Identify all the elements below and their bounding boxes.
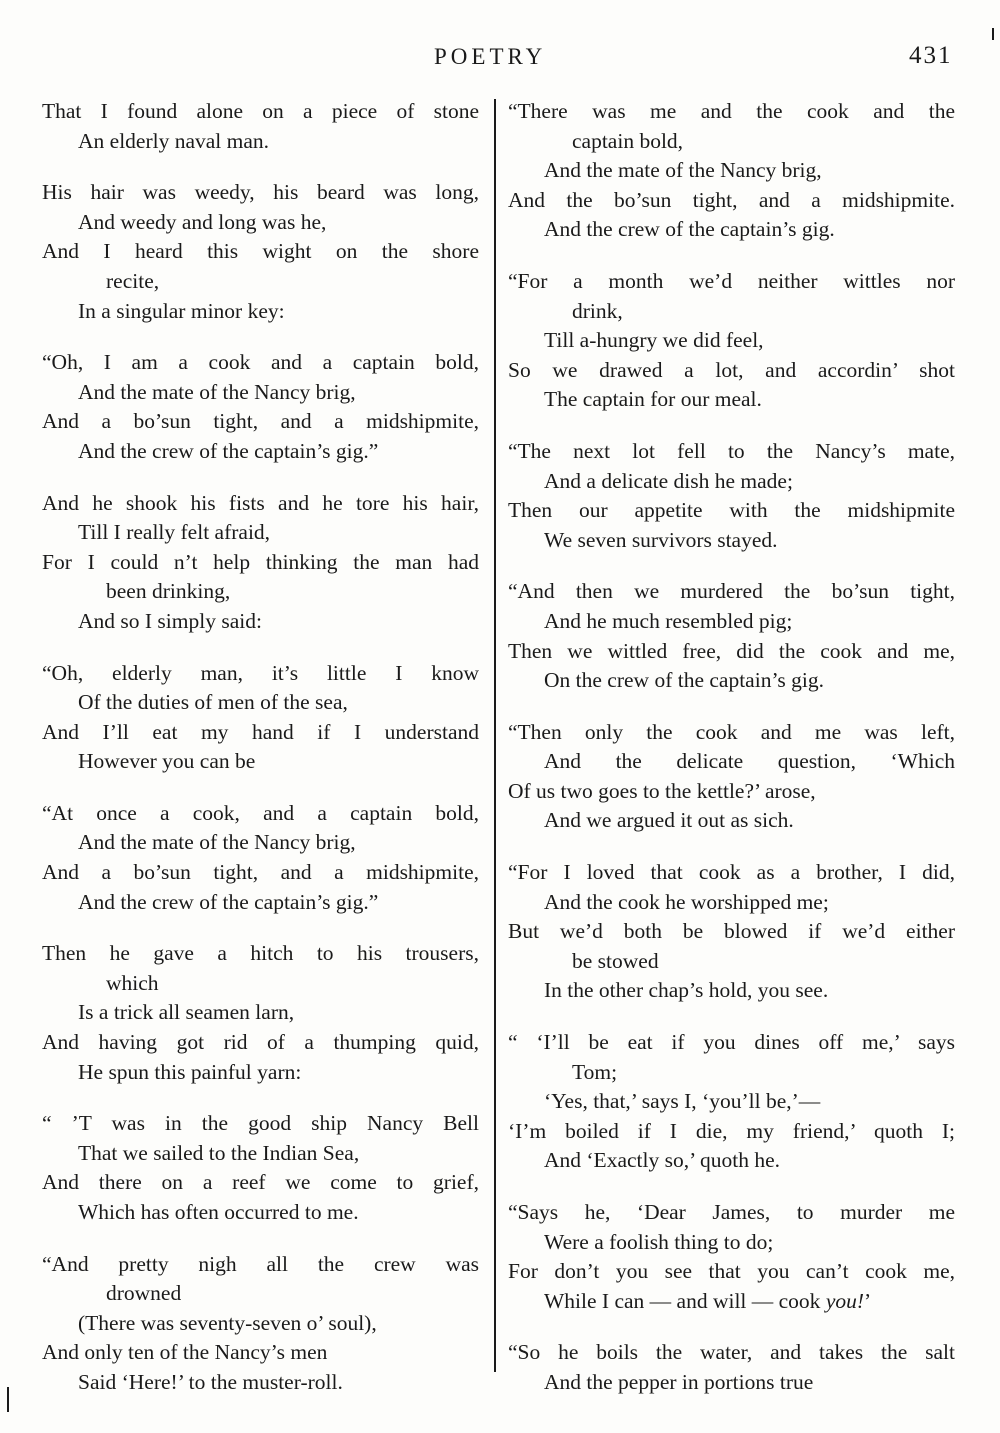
page-title: POETRY <box>434 44 547 69</box>
poem-line: “For I loved that cook as a brother, I did, <box>508 860 955 885</box>
poem-line: Then he gave a hitch to his trousers, <box>42 941 479 966</box>
stray-ink-mark-top-right <box>992 28 994 40</box>
poem-line: That I found alone on a piece of stone <box>42 99 479 123</box>
stanza <box>508 1198 955 1316</box>
poem-line: “Oh, I am a cook and a captain bold, <box>42 350 479 375</box>
stanza <box>508 577 955 695</box>
poem-line: Said ‘Here!’ to the muster-roll. <box>78 1369 343 1394</box>
poem-line: And the crew of the captain’s gig.” <box>78 889 379 914</box>
poem-line: That we sailed to the Indian Sea, <box>78 1140 360 1165</box>
poem-line: And a delicate dish he made; <box>544 468 793 493</box>
poem-line: And the mate of the Nancy brig, <box>544 158 822 183</box>
poem-line: “ ‘I’ll be eat if you dines off me,’ says <box>508 1030 955 1055</box>
poem-line: been drinking, <box>106 579 231 604</box>
stanza <box>508 858 955 1006</box>
stanza <box>42 939 479 1087</box>
poem-line: “And pretty nigh all the crew was <box>42 1251 479 1276</box>
poem-line: In the other chap’s hold, you see. <box>544 978 829 1003</box>
stanza <box>42 178 479 326</box>
poem-line: Of the duties of men of the sea, <box>78 690 348 715</box>
poem-line: And I heard this wight on the shore <box>42 239 479 264</box>
poem-line: And I’ll eat my hand if I understand <box>42 719 479 744</box>
poem-line: And a bo’sun tight, and a midshipmite, <box>42 860 479 885</box>
poem-line: And the pepper in portions true <box>544 1369 814 1394</box>
stanza <box>42 1250 479 1398</box>
poem-line: However you can be <box>78 749 256 774</box>
poem-line: In a singular minor key: <box>78 298 285 323</box>
poem-line: And the crew of the captain’s gig.” <box>78 438 379 463</box>
poem-line: And weedy and long was he, <box>78 209 327 234</box>
poem-line: Of us two goes to the kettle?’ arose, <box>508 778 816 803</box>
poem-line: “There was me and the cook and the <box>508 99 955 123</box>
stanza <box>42 97 479 156</box>
poem-line: And the mate of the Nancy brig, <box>78 379 356 404</box>
poem-line: We seven survivors stayed. <box>544 527 778 552</box>
stanza <box>508 267 955 415</box>
poem-line: And ‘Exactly so,’ quoth he. <box>544 1148 781 1173</box>
poem-line: On the crew of the captain’s gig. <box>544 668 825 693</box>
page-number: 431 <box>909 42 953 69</box>
poem-line: Is a trick all seamen larn, <box>78 1000 295 1025</box>
stanza <box>42 489 479 637</box>
poem-line: be stowed <box>572 948 659 973</box>
poem-line: For don’t you see that you can’t cook me, <box>508 1259 955 1284</box>
poem-line: The captain for our meal. <box>544 387 762 412</box>
poem-line: And the crew of the captain’s gig. <box>544 217 835 242</box>
poem-line: And he shook his fists and he tore his hair, <box>42 490 479 515</box>
stanza <box>508 718 955 836</box>
poem-line: Till a-hungry we did feel, <box>544 328 764 353</box>
column-divider-rule <box>494 99 496 1372</box>
stanza <box>508 1028 955 1176</box>
poem-line: For I could n’t help thinking the man had <box>42 549 479 574</box>
poem-line: “At once a cook, and a captain bold, <box>42 800 479 825</box>
stanza <box>508 97 955 245</box>
poem-line: And the bo’sun tight, and a midshipmite. <box>508 187 955 212</box>
stray-ink-mark-bottom-left <box>7 1387 9 1412</box>
stanza <box>508 1338 955 1397</box>
poem-line: And only ten of the Nancy’s men <box>42 1340 328 1365</box>
poem-line: And a bo’sun tight, and a midshipmite, <box>42 409 479 434</box>
poem-line: And he much resembled pig; <box>544 608 793 633</box>
poem-line: captain bold, <box>572 128 684 153</box>
poem-line: Then our appetite with the midshipmite <box>508 498 955 523</box>
poem-line: And we argued it out as sich. <box>544 808 794 833</box>
poem-line: recite, <box>106 268 160 293</box>
poem-line: Which has often occurred to me. <box>78 1200 359 1224</box>
poem-line: “So he boils the water, and takes the salt <box>508 1340 955 1365</box>
poem-line: Then we wittled free, did the cook and me, <box>508 638 955 663</box>
poem-line: drowned <box>106 1281 182 1306</box>
poem-line: And the delicate question, ‘Which <box>544 749 955 774</box>
poem-line: ‘I’m boiled if I die, my friend,’ quoth I; <box>508 1118 955 1143</box>
poem-line: An elderly naval man. <box>78 128 270 153</box>
poem-line: Were a foolish thing to do; <box>544 1229 774 1254</box>
poem-line: But we’d both be blowed if we’d either <box>508 919 955 944</box>
stanza <box>42 799 479 917</box>
stanza <box>42 659 479 777</box>
poem-line: Tom; <box>572 1059 618 1084</box>
poem-line: which <box>106 970 159 995</box>
poem-line: “Oh, elderly man, it’s little I know <box>42 660 479 685</box>
poem-line: Till I really felt afraid, <box>78 520 271 545</box>
poem-line: And the cook he worshipped me; <box>544 889 829 914</box>
poem-line: (There was seventy-seven o’ soul), <box>78 1310 377 1335</box>
poem-line: So we drawed a lot, and accordin’ shot <box>508 357 955 382</box>
poem-line: “And then we murdered the bo’sun tight, <box>508 579 955 604</box>
poem-line: “For a month we’d neither wittles nor <box>508 268 955 293</box>
poem-line: drink, <box>572 298 623 323</box>
poem-line: And so I simply said: <box>78 608 262 633</box>
poem-line: ‘Yes, that,’ says I, ‘you’ll be,’— <box>544 1089 821 1114</box>
poem-line: “ ’T was in the good ship Nancy Bell <box>42 1111 479 1136</box>
poem-column-left <box>42 97 479 1420</box>
poem-line: While I can — and will — cook you!’ <box>544 1288 872 1313</box>
poem-line: And the mate of the Nancy brig, <box>78 830 356 855</box>
poem-line: And there on a reef we come to grief, <box>42 1170 479 1195</box>
poem-line: He spun this painful yarn: <box>78 1059 302 1084</box>
poem-line: “Says he, ‘Dear James, to murder me <box>508 1200 955 1224</box>
stanza <box>42 348 479 466</box>
poem-column-right <box>508 97 955 1420</box>
poem-line: And having got rid of a thumping quid, <box>42 1030 479 1055</box>
poem-line: “The next lot fell to the Nancy’s mate, <box>508 438 955 463</box>
poem-line: “Then only the cook and me was left, <box>508 719 955 744</box>
stanza <box>42 1109 479 1227</box>
stanza <box>508 437 955 555</box>
poem-line: His hair was weedy, his beard was long, <box>42 180 479 205</box>
